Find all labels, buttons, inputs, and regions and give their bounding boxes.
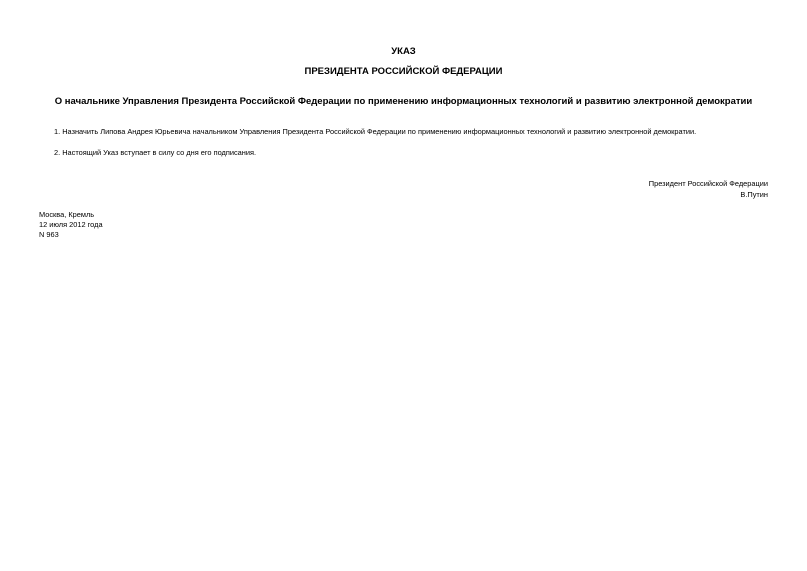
paragraph-1: 1. Назначить Липова Андрея Юрьевича начальником Управления Президента Российской Федерации по применению информационных технологий и развитию электронной демократии.	[54, 127, 697, 136]
subject-heading: О начальнике Управления Президента Российской Федерации по применению информационных технологий и развитию электронной демократии	[54, 96, 753, 107]
document-type-heading: УКАЗ	[391, 46, 416, 57]
issue-date: 12 июля 2012 года	[39, 220, 103, 229]
issue-number: N 963	[39, 230, 59, 239]
signature-name: В.Путин	[740, 190, 768, 199]
issue-place: Москва, Кремль	[39, 210, 95, 219]
signature-position: Президент Российской Федерации	[648, 179, 768, 188]
issuer-heading: ПРЕЗИДЕНТА РОССИЙСКОЙ ФЕДЕРАЦИИ	[304, 66, 503, 77]
paragraph-2: 2. Настоящий Указ вступает в силу со дня его подписания.	[54, 148, 257, 157]
